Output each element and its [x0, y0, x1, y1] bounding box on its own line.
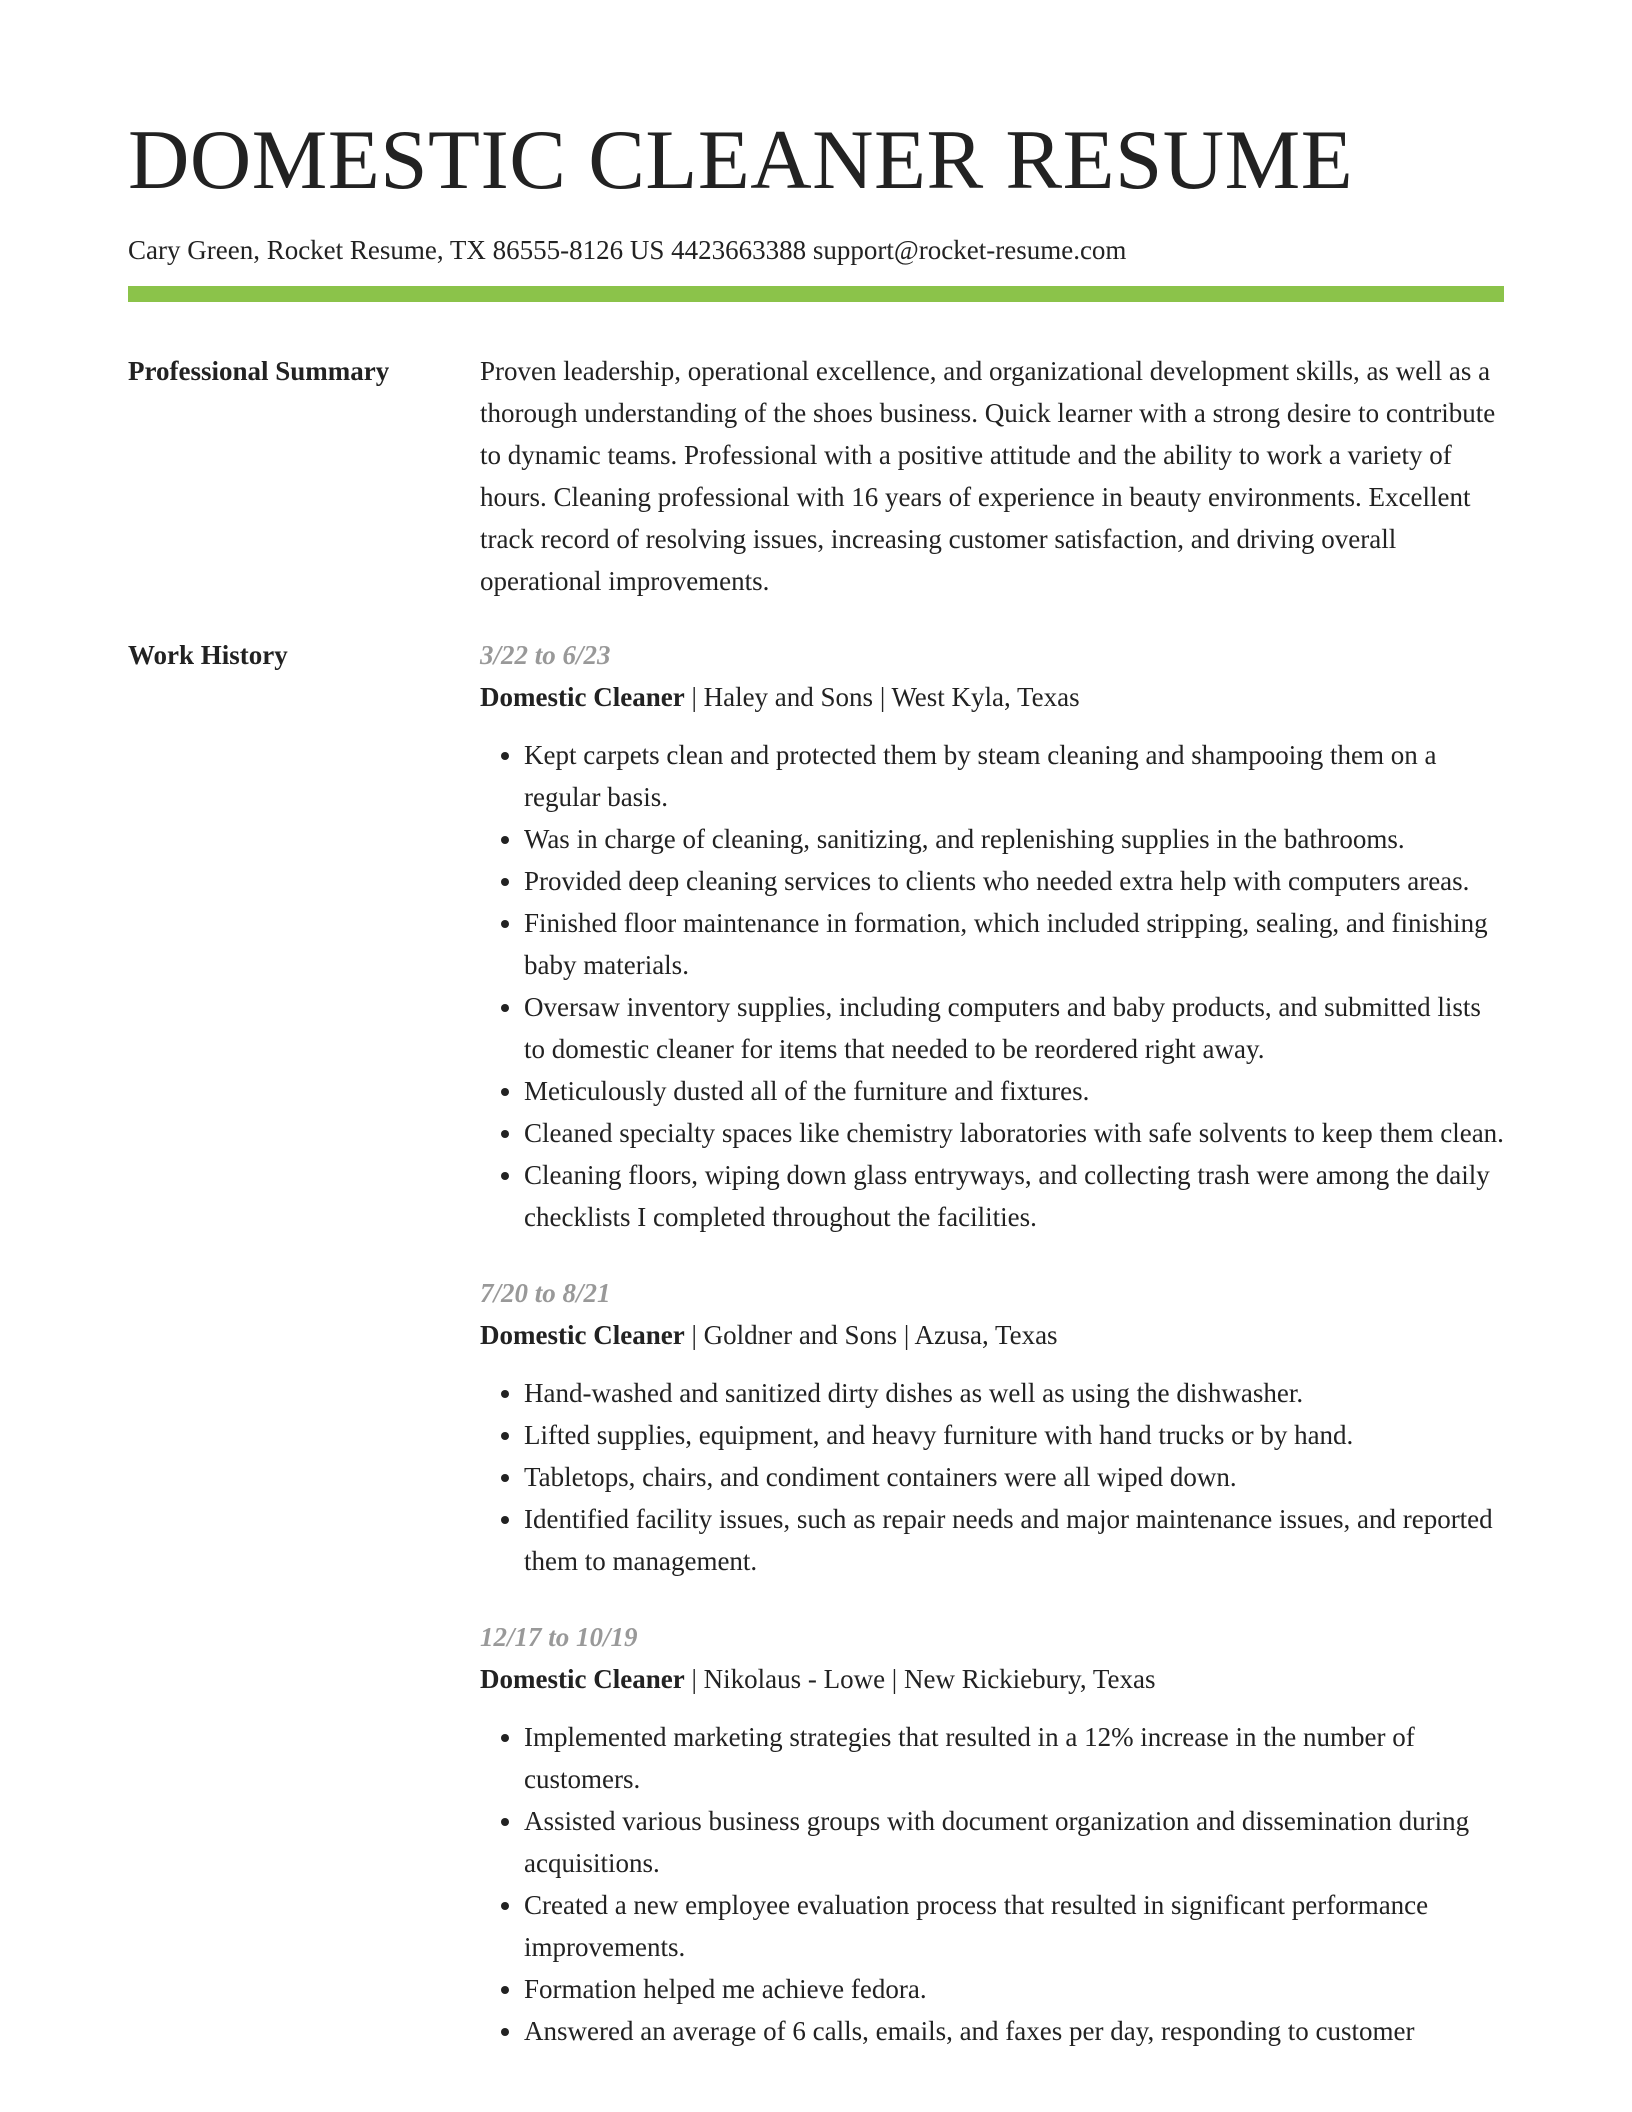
job-bullet: • Answered an average of 6 calls, emails, and faxes per day, responding to customer	[524, 2010, 1504, 2052]
summary-body	[480, 350, 1504, 602]
job-heading	[480, 676, 1504, 718]
job-bullet: • Was in charge of cleaning, sanitizing, and replenishing supplies in the bathrooms.	[524, 818, 1504, 860]
job-bullet: • Hand-washed and sanitized dirty dishes as well as using the dishwasher.	[524, 1372, 1504, 1414]
section-label-summary: Professional Summary	[128, 356, 390, 386]
job-bullet: • Assisted various business groups with document organization and dissemination during acquisitions.	[524, 1800, 1504, 1884]
job-bullet: • Provided deep cleaning services to clients who needed extra help with computers areas.	[524, 860, 1504, 902]
job-heading	[480, 1658, 1504, 1700]
job-bullet: • Oversaw inventory supplies, including computers and baby products, and submitted lists to domestic cleaner for items that needed to be reordered right away.	[524, 986, 1504, 1070]
work-history-body	[480, 634, 1504, 2086]
job-entry	[480, 1616, 1504, 2052]
section-label-work-history: Work History	[128, 640, 288, 670]
job-dates: 12/17 to 10/19	[480, 1622, 638, 1652]
job-bullet: • Formation helped me achieve fedora.	[524, 1968, 1504, 2010]
accent-divider	[128, 286, 1504, 302]
job-dates: 7/20 to 8/21	[480, 1278, 611, 1308]
job-heading	[480, 1314, 1504, 1356]
job-entry	[480, 634, 1504, 1238]
job-bullet-list	[480, 1372, 1504, 1582]
job-bullet: • Tabletops, chairs, and condiment containers were all wiped down.	[524, 1456, 1504, 1498]
job-bullet: • Created a new employee evaluation process that resulted in significant performance improvements.	[524, 1884, 1504, 1968]
job-bullet: • Kept carpets clean and protected them by steam cleaning and shampooing them on a regular basis.	[524, 734, 1504, 818]
job-entry	[480, 1272, 1504, 1582]
job-bullet-list	[480, 1716, 1504, 2052]
job-title: Domestic Cleaner	[480, 1320, 685, 1350]
job-bullet: • Cleaning floors, wiping down glass entryways, and collecting trash were among the daily checklists I completed throughout the facilities.	[524, 1154, 1504, 1238]
job-bullet: • Meticulously dusted all of the furniture and fixtures.	[524, 1070, 1504, 1112]
job-bullet: • Identified facility issues, such as repair needs and major maintenance issues, and reported them to management.	[524, 1498, 1504, 1582]
job-title: Domestic Cleaner	[480, 682, 685, 712]
job-details: | Goldner and Sons | Azusa, Texas	[684, 1320, 1058, 1350]
job-bullet: • Implemented marketing strategies that resulted in a 12% increase in the number of customers.	[524, 1716, 1504, 1800]
job-bullet: • Cleaned specialty spaces like chemistry laboratories with safe solvents to keep them clean.	[524, 1112, 1504, 1154]
job-dates: 3/22 to 6/23	[480, 640, 611, 670]
job-details: | Haley and Sons | West Kyla, Texas	[684, 682, 1080, 712]
job-bullet-list	[480, 734, 1504, 1238]
resume-title: DOMESTIC CLEANER RESUME	[128, 113, 1354, 207]
job-title: Domestic Cleaner	[480, 1664, 685, 1694]
summary-text: Proven leadership, operational excellence, and organizational development skills, as well as a thorough understanding of the shoes business. Quick learner with a strong desire to contribute to dynamic teams. Professional with a positive attitude and the ability to work a variety of hours. Cleaning professional with 16 years of experience in beauty environments. Excellent track record of resolving issues, increasing customer satisfaction, and driving overall operational improvements.	[480, 356, 1496, 596]
job-bullet: • Lifted supplies, equipment, and heavy furniture with hand trucks or by hand.	[524, 1414, 1504, 1456]
job-bullet: • Finished floor maintenance in formation, which included stripping, sealing, and finishing baby materials.	[524, 902, 1504, 986]
contact-line: Cary Green, Rocket Resume, TX 86555-8126 US 4423663388 support@rocket-resume.com	[128, 235, 1127, 265]
job-details: | Nikolaus - Lowe | New Rickiebury, Texas	[684, 1664, 1156, 1694]
